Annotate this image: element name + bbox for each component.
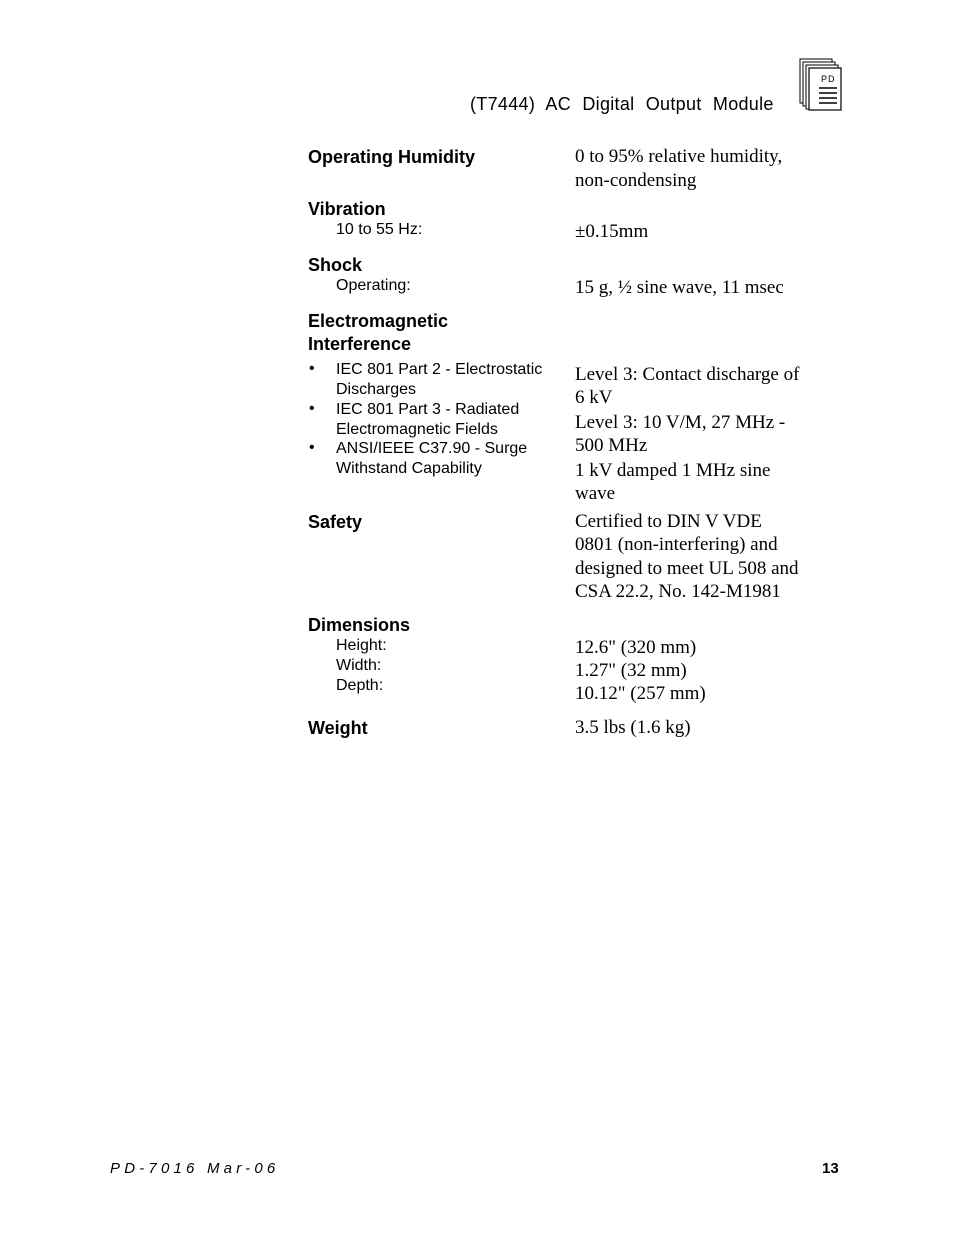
emi-item-2-value-line2: 500 MHz <box>575 435 648 456</box>
vibration-value: ±0.15mm <box>575 221 649 242</box>
emi-item-2-line2: Electromagnetic Fields <box>336 421 498 438</box>
emi-item-3-line1: ANSI/IEEE C37.90 - Surge <box>336 440 528 457</box>
height-sub-label: Height: <box>336 637 387 654</box>
emi-item-3-value-line2: wave <box>575 483 616 504</box>
emi-label-line1: Electromagnetic <box>308 311 449 331</box>
emi-item-1-value-line2: 6 kV <box>575 387 613 408</box>
emi-item-3-line2: Withstand Capability <box>336 460 482 477</box>
shock-sub-label: Operating: <box>336 277 411 294</box>
safety-value-line4: CSA 22.2, No. 142-M1981 <box>575 581 781 602</box>
emi-label-line2: Interference <box>308 334 412 354</box>
safety-label: Safety <box>308 512 363 532</box>
height-value: 12.6" (320 mm) <box>575 637 697 658</box>
vibration-label: Vibration <box>308 199 386 219</box>
depth-sub-label: Depth: <box>336 677 384 694</box>
humidity-value-line1: 0 to 95% relative humidity, <box>575 146 783 167</box>
safety-value-line2: 0801 (non-interfering) and <box>575 534 778 555</box>
safety-value-line3: designed to meet UL 508 and <box>575 558 799 579</box>
emi-item-2-line1: IEC 801 Part 3 - Radiated <box>336 401 520 418</box>
bullet-icon: • <box>309 439 315 456</box>
vibration-sub-label: 10 to 55 Hz: <box>336 221 423 238</box>
dimensions-label: Dimensions <box>308 615 411 635</box>
shock-label: Shock <box>308 255 363 275</box>
footer-doc-id: PD-7016 Mar-06 <box>110 1160 280 1177</box>
bullet-icon: • <box>309 400 315 417</box>
depth-value: 10.12" (257 mm) <box>575 683 706 704</box>
width-sub-label: Width: <box>336 657 382 674</box>
pd-icon-text: PD <box>821 74 836 84</box>
footer-page-number: 13 <box>822 1160 839 1177</box>
emi-item-3-value-line1: 1 kV damped 1 MHz sine <box>575 460 771 481</box>
bullet-icon: • <box>309 360 315 377</box>
page-header-title: (T7444) AC Digital Output Module <box>470 94 774 114</box>
weight-value: 3.5 lbs (1.6 kg) <box>575 717 691 738</box>
document-stack-icon <box>799 58 843 112</box>
width-value: 1.27" (32 mm) <box>575 660 687 681</box>
shock-value: 15 g, ½ sine wave, 11 msec <box>575 277 784 298</box>
emi-item-2-value-line1: Level 3: 10 V/M, 27 MHz - <box>575 412 786 433</box>
emi-item-1-line1: IEC 801 Part 2 - Electrostatic <box>336 361 543 378</box>
humidity-label: Operating Humidity <box>308 147 476 167</box>
humidity-value-line2: non-condensing <box>575 170 697 191</box>
weight-label: Weight <box>308 718 368 738</box>
safety-value-line1: Certified to DIN V VDE <box>575 511 762 532</box>
emi-item-1-line2: Discharges <box>336 381 417 398</box>
emi-item-1-value-line1: Level 3: Contact discharge of <box>575 364 800 385</box>
